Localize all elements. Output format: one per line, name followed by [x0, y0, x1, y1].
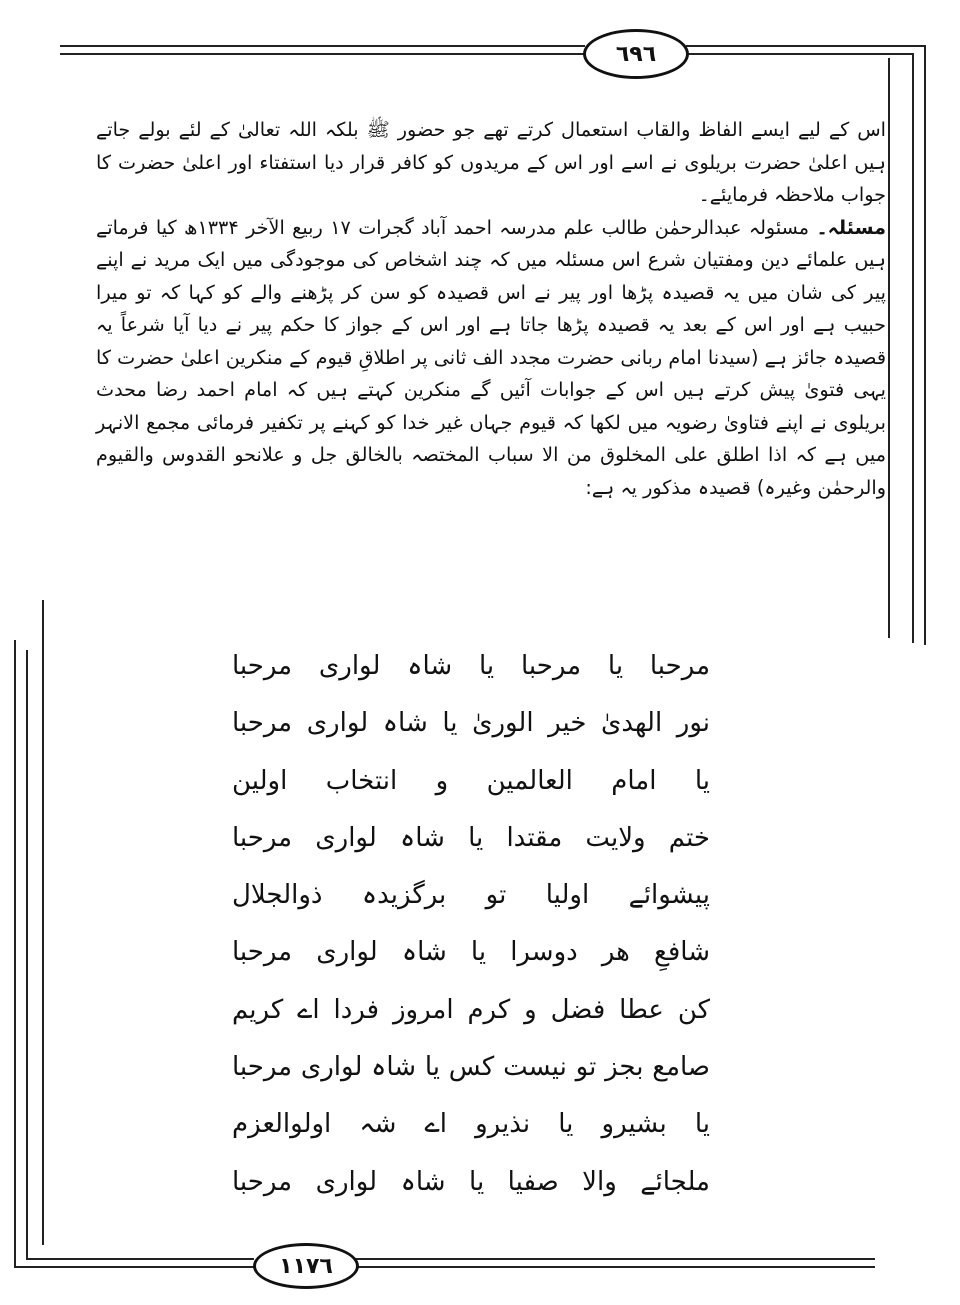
- paragraph-intro: اس کے لیے ایسے الفاظ والقاب استعمال کرتے تھے جو حضور ﷺ بلکہ اللہ تعالیٰ کے لئے بولے جاتے ہیں اعلیٰ حضرت بریلوی نے اسے اور اس کے مریدوں کو کافر قرار دیا استفتاء اور اعلیٰ حضرت کا جواب ملاحظہ فرمایئے۔: [96, 118, 886, 206]
- frame-bottom-line-4: [355, 1266, 875, 1268]
- frame-right-line-2: [912, 53, 914, 643]
- frame-left-line-2: [26, 650, 28, 1260]
- poem-block: [232, 638, 710, 1211]
- poem-verse: صامع بجز تو نیست کس یا شاہ لواری مرحبا: [232, 1052, 710, 1083]
- frame-bottom-line-2: [26, 1258, 254, 1260]
- bottom-page-number: ١١٧٦: [279, 1253, 333, 1279]
- frame-top-line-2: [60, 53, 585, 55]
- poem-verse: پیشوائے اولیا تو برگزیدہ ذوالجلال: [232, 880, 710, 911]
- poem-verse: ملجائے والا صفیا یا شاہ لواری مرحبا: [232, 1166, 710, 1197]
- poem-verse: شافعِ ھر دوسرا یا شاہ لواری مرحبا: [232, 937, 710, 968]
- top-page-number: ٦٩٦: [615, 41, 657, 67]
- poem-verse: نور الھدیٰ خیر الوریٰ یا شاہ لواری مرحبا: [232, 708, 710, 739]
- frame-top-line-3: [686, 45, 926, 47]
- frame-bottom-line-1: [14, 1266, 254, 1268]
- poem-verse: یا بشیرو یا نذیرو اے شہ اولوالعزم: [232, 1109, 710, 1140]
- poem-verse: ختم ولایت مقتدا یا شاہ لواری مرحبا: [232, 822, 710, 853]
- poem-verse: یا امام العالمین و انتخاب اولین: [232, 765, 710, 796]
- top-page-number-oval: [583, 29, 689, 79]
- paragraph-question: [96, 212, 886, 505]
- frame-left-line-1: [14, 640, 16, 1268]
- frame-right-line-1: [924, 45, 926, 645]
- poem-verse: کن عطا فضل و کرم امروز فردا اے کریم: [232, 994, 710, 1025]
- frame-left-line-3: [42, 600, 44, 1245]
- frame-top-line-4: [686, 53, 914, 55]
- frame-right-line-3: [888, 58, 890, 638]
- question-heading: مسئلہ۔: [816, 215, 886, 239]
- question-text: مسئولہ عبدالرحمٰن طالب علم مدرسہ احمد آباد گجرات ۱۷ ربیع الآخر ۱۳۳۴ھ کیا فرماتے ہیں علمائے دین ومفتیان شرع اس مسئلہ میں کہ چند اشخاص کی موجودگی میں ایک مرید نے اپنے پیر کی شان میں یہ قصیدہ پڑھا اور پیر نے اس قصیدہ کو سن کر پڑھنے والے کو کہا کہ تو میرا حبیب ہے اور اس کے بعد یہ قصیدہ پڑھا جاتا ہے اور اس کے جواز کا حکم پیر نے دیا آیا شرعاً یہ قصیدہ جائز ہے (سیدنا امام ربانی حضرت مجدد الف ثانی پر اطلاقِ قیوم کے منکرین اعلیٰ حضرت کا یہی فتویٰ پیش کرتے ہیں اس کے جوابات آئیں گے منکرین کہتے ہیں کہ امام احمد رضا محدث بریلوی نے اپنے فتاویٰ رضویہ میں لکھا کہ قیوم جہاں غیر خدا کو کہنے پر تکفیر فرمائی مجمع الانہر میں ہے کہ اذا اطلق علی المخلوق من الا سباب المختصہ بالخالق جل و علانحو القدوس والقیوم والرحمٰن وغیرہ) قصیدہ مذکور یہ ہے:: [96, 215, 886, 499]
- poem-verse: مرحبا یا مرحبا یا شاہ لواری مرحبا: [232, 651, 710, 681]
- prose-block: [96, 114, 886, 504]
- frame-top-line-1: [60, 45, 585, 47]
- bottom-page-number-oval: [253, 1243, 359, 1289]
- frame-bottom-line-3: [355, 1258, 875, 1260]
